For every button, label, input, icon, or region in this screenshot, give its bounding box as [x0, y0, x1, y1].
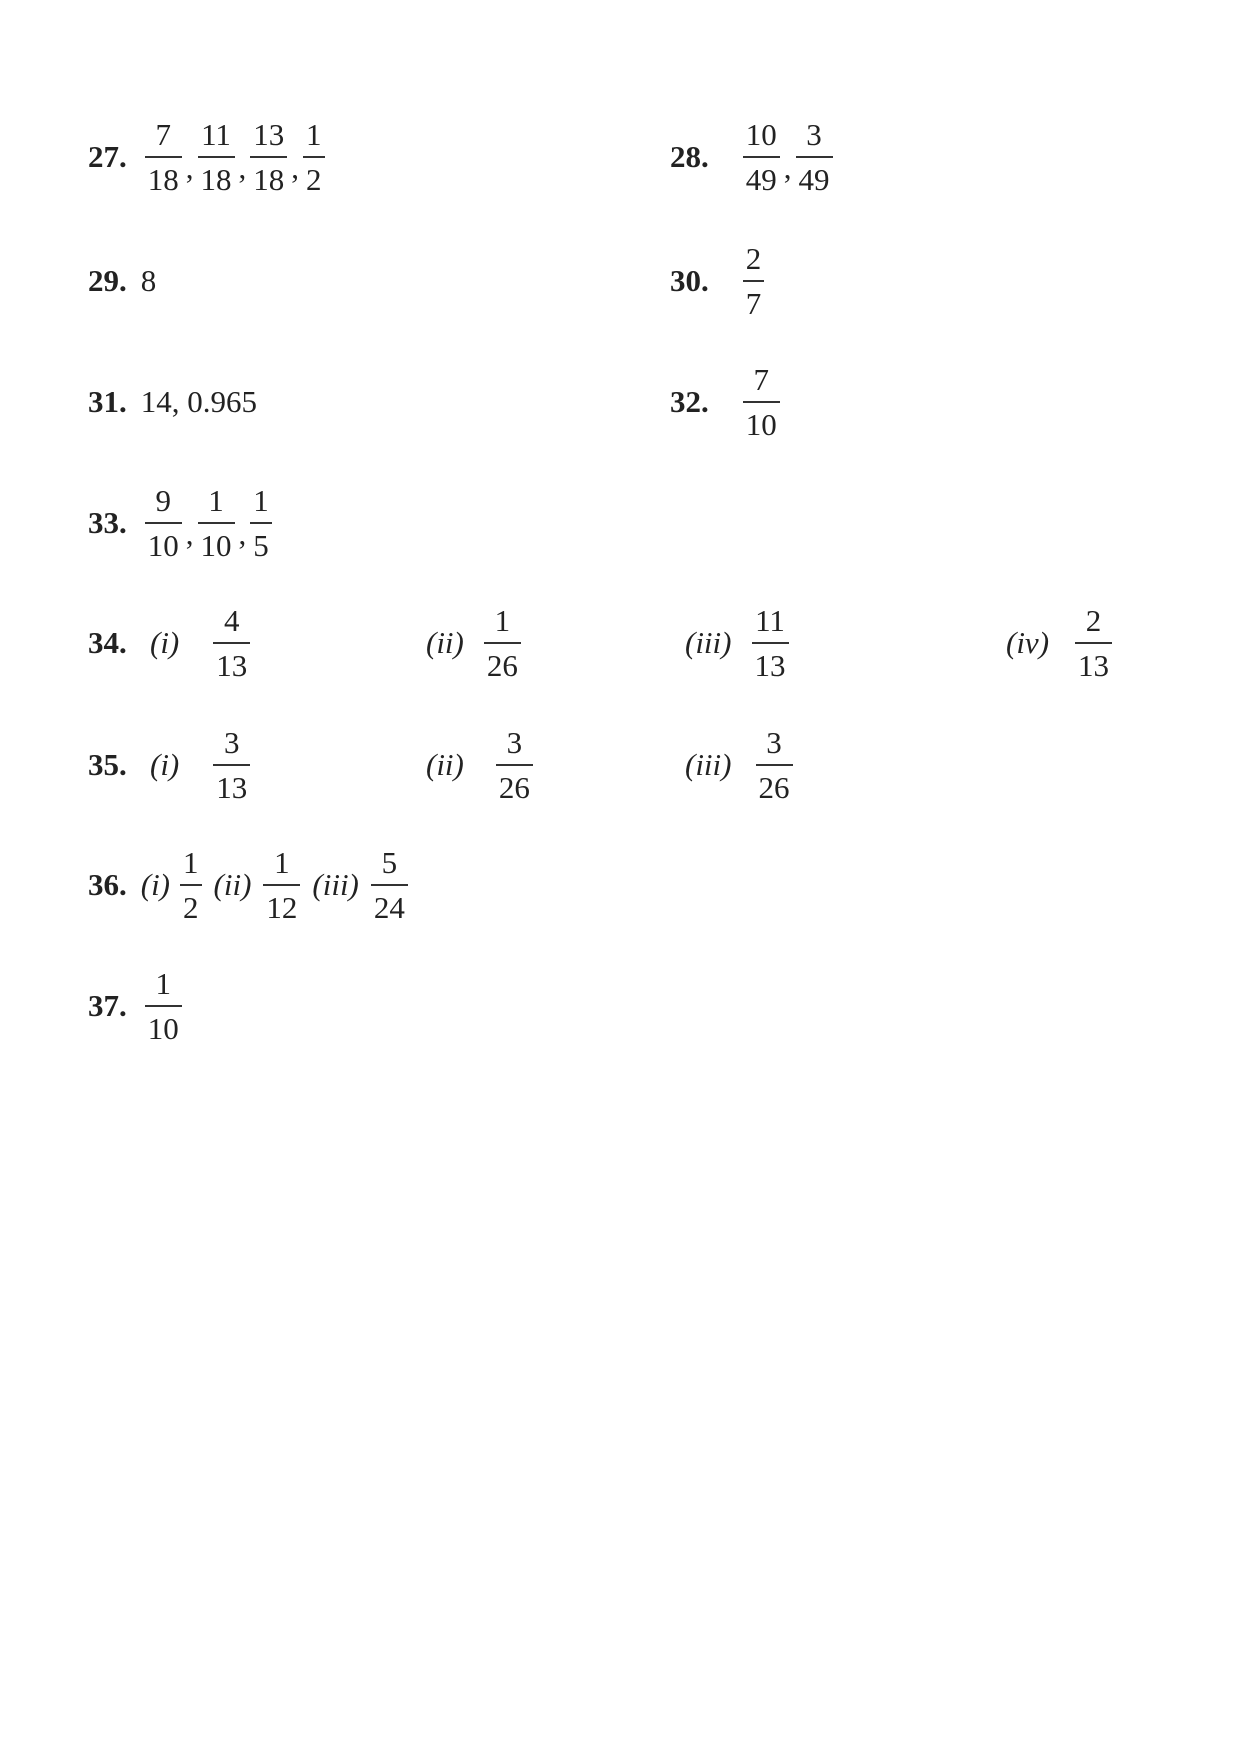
numerator: 1 [208, 483, 224, 518]
denominator: 10 [145, 1005, 182, 1044]
answer-value: 14, 0.965 [140, 384, 257, 419]
denominator: 2 [180, 884, 202, 923]
question-number: 28. [670, 139, 709, 174]
numerator: 7 [155, 117, 171, 152]
numerator: 3 [806, 117, 822, 152]
denominator: 18 [250, 156, 287, 195]
question-number: 30. [670, 263, 709, 298]
answer-part [214, 847, 305, 923]
denominator: 18 [145, 156, 182, 195]
denominator: 49 [796, 156, 833, 195]
question-number: 31. [88, 384, 127, 419]
part-label: (ii) [426, 747, 464, 782]
denominator: 2 [303, 156, 325, 195]
denominator: 7 [743, 280, 765, 319]
comma: , [238, 150, 247, 185]
answer-31 [88, 357, 257, 447]
answer-30 [670, 236, 768, 326]
fraction [145, 968, 182, 1044]
numerator: 13 [253, 117, 285, 152]
numerator: 7 [753, 362, 769, 397]
numerator: 11 [201, 117, 231, 152]
denominator: 26 [756, 764, 793, 803]
denominator: 10 [145, 522, 182, 561]
denominator: 13 [213, 642, 250, 681]
question-number: 32. [670, 384, 709, 419]
fraction [371, 847, 408, 923]
part-label: (iii) [312, 867, 359, 902]
answer-part [141, 847, 206, 923]
numerator: 3 [224, 725, 240, 760]
denominator: 13 [1075, 642, 1112, 681]
comma: , [783, 150, 792, 185]
part-label: (iv) [1006, 625, 1050, 660]
numerator: 1 [494, 603, 511, 638]
comma: , [185, 150, 194, 185]
denominator: 5 [250, 522, 272, 561]
numerator: 9 [155, 483, 171, 518]
answer-part [685, 727, 797, 803]
part-label: (i) [150, 747, 180, 782]
denominator: 10 [198, 522, 235, 561]
numerator: 1 [274, 845, 290, 880]
fraction [496, 727, 533, 803]
fraction [198, 119, 235, 195]
answer-part [312, 847, 412, 923]
denominator: 13 [752, 642, 789, 681]
answer-part [426, 727, 537, 803]
denominator: 12 [263, 884, 300, 923]
answer-27 [88, 112, 329, 202]
part-label: (i) [140, 867, 171, 902]
denominator: 26 [496, 764, 533, 803]
numerator: 1 [253, 483, 269, 518]
numerator: 11 [755, 603, 785, 638]
question-number: 33. [88, 505, 127, 540]
fraction [752, 605, 789, 681]
question-number: 29. [88, 263, 127, 298]
answer-part [150, 605, 254, 681]
fraction [213, 605, 250, 681]
comma: , [185, 516, 194, 551]
numerator: 1 [306, 117, 322, 152]
comma: , [291, 150, 299, 185]
part-label: (i) [150, 625, 180, 660]
numerator: 10 [745, 117, 777, 152]
question-number: 36. [88, 867, 127, 902]
denominator: 10 [743, 401, 780, 440]
comma: , [238, 516, 247, 551]
numerator: 1 [155, 966, 171, 1001]
answer-value: 8 [140, 263, 157, 298]
numerator: 5 [381, 845, 398, 880]
answer-part [426, 605, 525, 681]
answer-34 [88, 598, 1148, 688]
fraction [145, 119, 182, 195]
question-number: 37. [88, 988, 127, 1023]
part-label: (ii) [426, 625, 464, 660]
denominator: 13 [213, 764, 250, 803]
fraction [263, 847, 300, 923]
denominator: 18 [198, 156, 235, 195]
fraction [180, 847, 202, 923]
answer-35 [88, 720, 1148, 810]
numerator: 1 [183, 845, 199, 880]
numerator: 3 [766, 725, 782, 760]
fraction [213, 727, 250, 803]
part-label: (ii) [213, 867, 252, 902]
fraction [250, 485, 272, 561]
fraction [743, 364, 780, 440]
answer-32 [670, 357, 784, 447]
question-number: 34. [88, 625, 127, 660]
fraction [303, 119, 325, 195]
answer-29 [88, 236, 156, 326]
fraction [756, 727, 793, 803]
fraction [484, 605, 521, 681]
answer-28 [670, 112, 837, 202]
answer-36 [88, 840, 412, 930]
answer-part [685, 605, 793, 681]
numerator: 4 [224, 603, 240, 638]
fraction [796, 119, 833, 195]
denominator: 26 [484, 642, 521, 681]
part-label: (iii) [685, 625, 732, 660]
numerator: 2 [745, 241, 762, 276]
question-number: 27. [88, 139, 127, 174]
denominator: 49 [743, 156, 780, 195]
denominator: 24 [371, 884, 408, 923]
answer-33 [88, 478, 276, 568]
fraction [743, 119, 780, 195]
answer-part [150, 727, 254, 803]
part-label: (iii) [685, 747, 732, 782]
question-number: 35. [88, 747, 127, 782]
fraction [145, 485, 182, 561]
answer-part [1006, 605, 1116, 681]
fraction [198, 485, 235, 561]
numerator: 2 [1085, 603, 1102, 638]
answer-37 [88, 961, 186, 1051]
fraction [743, 243, 765, 319]
fraction [1075, 605, 1112, 681]
fraction [250, 119, 287, 195]
numerator: 3 [506, 725, 523, 760]
